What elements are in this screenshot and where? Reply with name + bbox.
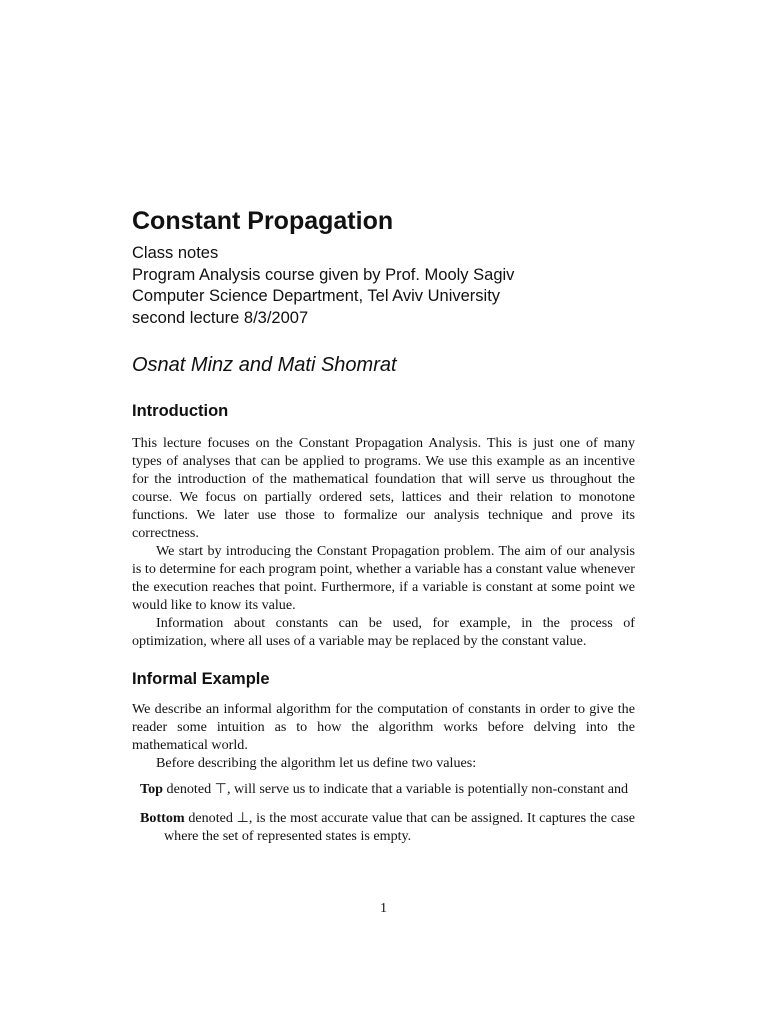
definition-term: Top (140, 781, 163, 797)
definition-item-bottom (132, 809, 635, 845)
paragraph: We describe an informal algorithm for the computation of constants in order to give the reader some intuition as to how the algorithm works before delving into the mathematical world. (132, 701, 635, 753)
subtitle-line: second lecture 8/3/2007 (132, 308, 309, 327)
definition-list (132, 780, 635, 845)
definition-text: denoted ⊤, will serve us to indicate that a variable is potentially non-constant and (163, 781, 629, 797)
paragraph: This lecture focuses on the Constant Propagation Analysis. This is just one of many types of analyses that can be applied to programs. We use this example as an incentive for the introduction of the mathematical foundation that will serve us throughout the course. We focus on partially ordered sets, lattices and their relation to monotone functions. We later use those to formalize our analysis technique and prove its correctness. (132, 435, 635, 541)
page-number: 1 (379, 900, 388, 916)
definition-item-top (132, 780, 635, 798)
section-body-introduction (132, 434, 635, 650)
paragraph: Before describing the algorithm let us define two values: (156, 755, 477, 771)
section-heading-informal-example: Informal Example (132, 670, 270, 688)
paragraph: We start by introducing the Constant Propagation problem. The aim of our analysis is to determine for each program point, whether a variable has a constant value whenever the execution reaches that point. Furthermore, if a variable is constant at some point we would like to know its value. (132, 543, 635, 613)
section-body-informal-example (132, 700, 635, 772)
subtitle-line: Program Analysis course given by Prof. Mooly Sagiv (132, 265, 515, 284)
paragraph: Information about constants can be used, for example, in the process of optimization, where all uses of a variable may be replaced by the constant value. (132, 615, 635, 649)
definition-text: denoted ⊥, is the most accurate value that can be assigned. It captures the case where the set of represented states is empty. (164, 810, 635, 844)
subtitle-line: Computer Science Department, Tel Aviv University (132, 287, 501, 305)
section-heading-introduction: Introduction (132, 402, 229, 420)
definition-term: Bottom (140, 810, 185, 826)
document-authors: Osnat Minz and Mati Shomrat (132, 354, 397, 376)
document-subtitle (132, 243, 514, 329)
document-title: Constant Propagation (132, 207, 394, 235)
document-page (132, 0, 635, 1024)
subtitle-line: Class notes (132, 244, 219, 262)
